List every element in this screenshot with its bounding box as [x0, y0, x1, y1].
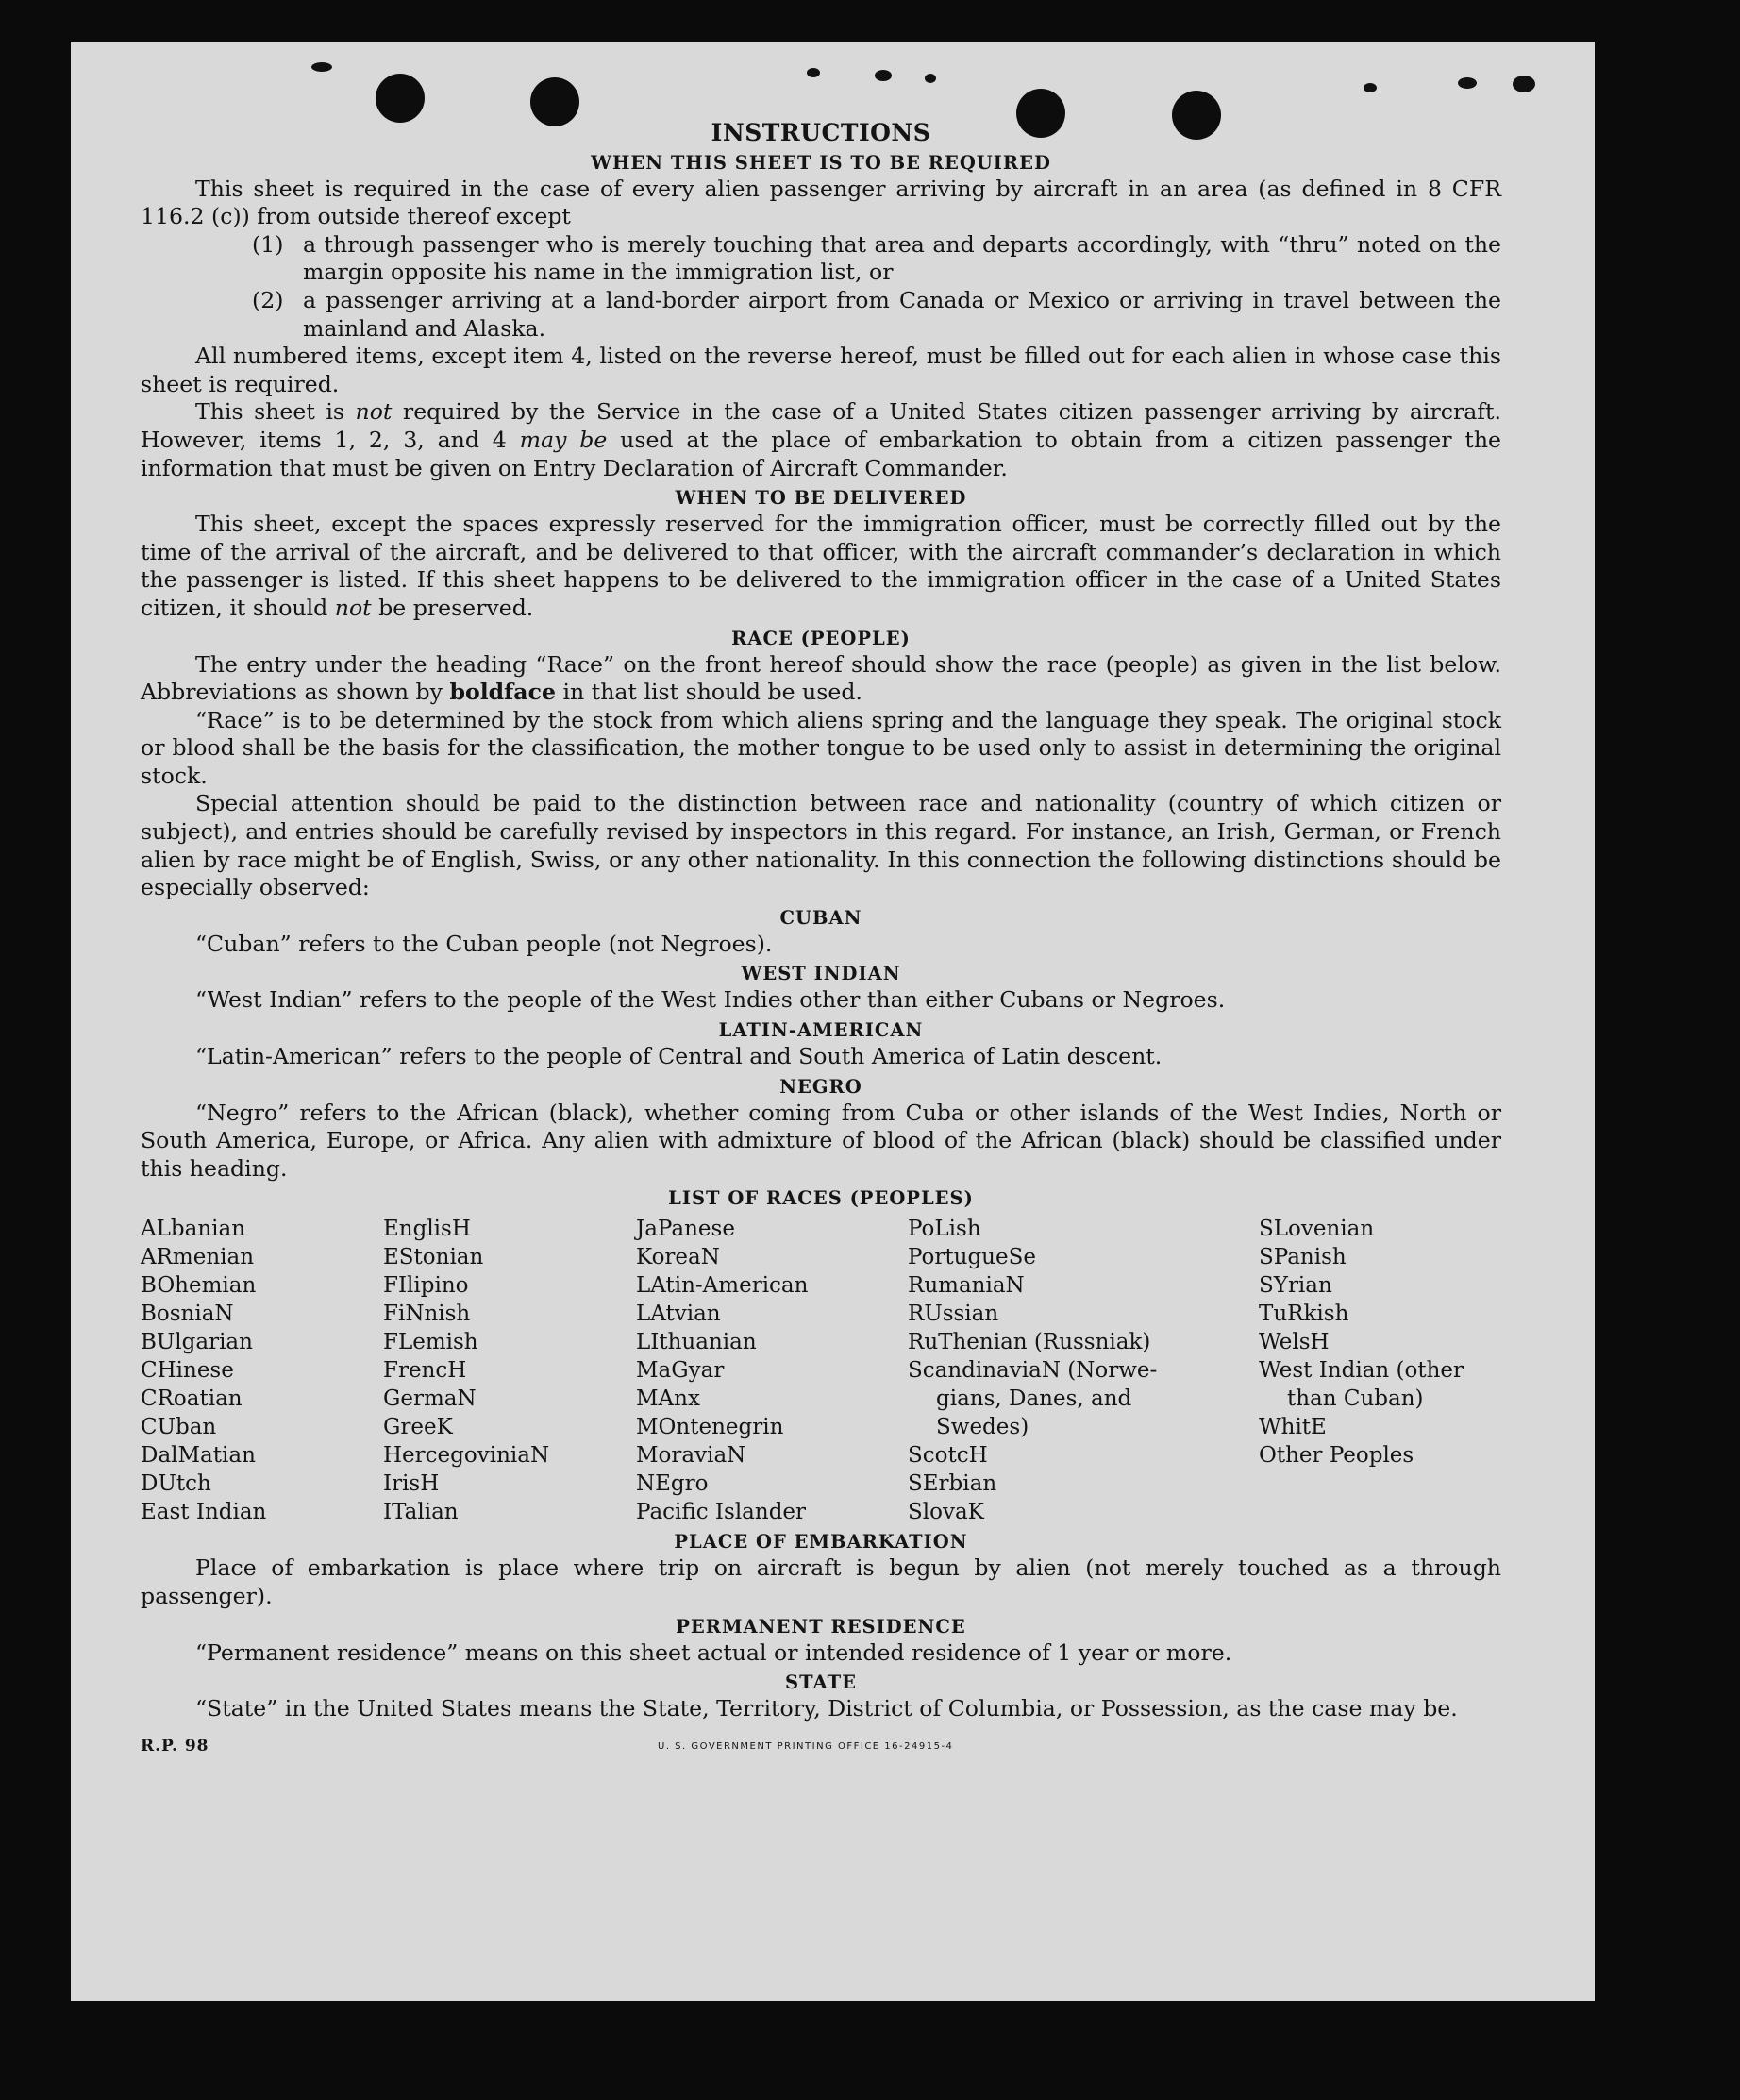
race-entry: PoLish	[908, 1217, 981, 1242]
heading-race: RACE (PEOPLE)	[731, 627, 911, 649]
definition-embarkation: Place of embarkation is place where trip on aircraft is begun by alien (not merely touched as a through passenger).	[141, 1554, 1501, 1609]
race-entry: LAtvian	[636, 1302, 721, 1327]
race-entry: SYrian	[1259, 1273, 1332, 1299]
heading-when-required: WHEN THIS SHEET IS TO BE REQUIRED	[591, 151, 1051, 174]
paragraph-required: This sheet is required in the case of every alien passenger arriving by aircraft in an area (as defined in 8 CFR 116.2 (c)) from outside thereof except	[141, 175, 1501, 230]
race-entry: TuRkish	[1259, 1302, 1349, 1327]
item-text: a through passenger who is merely touching that area and departs accordingly, with “thru” noted on the margin opposite his name in the immigration list, or	[303, 230, 1501, 286]
instructions-content	[141, 119, 1501, 1771]
race-entry: RUssian	[908, 1302, 999, 1327]
race-entry: EnglisH	[383, 1217, 471, 1242]
ink-speck	[1513, 76, 1535, 92]
definition-residence: “Permanent residence” means on this sheet actual or intended residence of 1 year or more.	[195, 1638, 1232, 1666]
race-entry: RumaniaN	[908, 1273, 1025, 1299]
race-column-4	[908, 1215, 1259, 1526]
race-column-1	[141, 1215, 383, 1526]
race-entry: EStonian	[383, 1245, 484, 1270]
race-entry: ScandinaviaN (Norwe-	[908, 1358, 1158, 1384]
item-text: a passenger arriving at a land-border airport from Canada or Mexico or arriving in travel between the mainland and Alaska.	[303, 286, 1501, 342]
race-entry: CHinese	[141, 1358, 234, 1384]
paragraph-race-nationality: Special attention should be paid to the distinction between race and nationality (country of which citizen or subject), and entries should be carefully revised by inspectors in this regard. For instance, an Irish, German, or French alien by race might be of English, Swiss, or any other nationality. In this connection the following distinctions should be especially observed:	[141, 790, 1501, 901]
heading-place-of-embarkation: PLACE OF EMBARKATION	[674, 1531, 968, 1554]
race-entry: IrisH	[383, 1471, 440, 1497]
race-entry: CRoatian	[141, 1386, 243, 1412]
definition-cuban: “Cuban” refers to the Cuban people (not Negroes).	[195, 930, 773, 957]
race-entry: DalMatian	[141, 1443, 256, 1469]
race-entry: BOhemian	[141, 1273, 257, 1299]
race-entry: FLemish	[383, 1330, 478, 1355]
race-entry: GermaN	[383, 1386, 477, 1412]
race-entry: BUlgarian	[141, 1330, 253, 1355]
paragraph-race-determination: “Race” is to be determined by the stock from which aliens spring and the language they speak. The original stock or blood shall be the basis for the classification, the mother tongue to be used only to assist in determining the original stock.	[141, 706, 1501, 789]
race-entry: JaPanese	[636, 1217, 735, 1242]
race-entry: SPanish	[1259, 1245, 1347, 1270]
race-entry: RuThenian (Russniak)	[908, 1330, 1151, 1355]
heading-permanent-residence: PERMANENT RESIDENCE	[676, 1615, 966, 1638]
ink-speck	[1364, 83, 1377, 92]
heading-negro: NEGRO	[779, 1075, 862, 1098]
definition-latin-american: “Latin-American” refers to the people of Central and South America of Latin descent.	[195, 1043, 1163, 1070]
heading-latin-american: LATIN-AMERICAN	[718, 1019, 924, 1042]
race-entry: WelsH	[1259, 1330, 1330, 1355]
race-list	[141, 1215, 1501, 1526]
item-number: (1)	[252, 230, 284, 258]
ink-speck	[1458, 77, 1477, 89]
race-entry: FiNnish	[383, 1302, 471, 1327]
heading-cuban: CUBAN	[779, 906, 862, 929]
ink-speck	[311, 62, 332, 72]
race-column-2	[383, 1215, 636, 1526]
heading-list-of-races: LIST OF RACES (PEOPLES)	[668, 1187, 974, 1210]
race-entry: DUtch	[141, 1471, 211, 1497]
race-entry: SlovaK	[908, 1500, 984, 1525]
race-entry: Swedes)	[936, 1415, 1029, 1440]
paragraph-race-entry: The entry under the heading “Race” on the front hereof should show the race (people) as given in the list below. Abbreviations as shown by boldface in that list should be used.	[141, 650, 1501, 706]
heading-when-delivered: WHEN TO BE DELIVERED	[675, 487, 967, 510]
paragraph-numbered-items: All numbered items, except item 4, listed on the reverse hereof, must be filled out for each alien in whose case this sheet is required.	[141, 343, 1501, 397]
race-entry: East Indian	[141, 1500, 267, 1525]
exception-item-1	[141, 231, 1501, 287]
item-number: (2)	[252, 286, 284, 313]
race-entry: BosniaN	[141, 1302, 234, 1327]
race-entry: GreeK	[383, 1415, 453, 1440]
race-entry: West Indian (other	[1259, 1358, 1464, 1384]
race-entry: gians, Danes, and	[936, 1386, 1132, 1412]
heading-state: STATE	[785, 1672, 857, 1694]
race-entry: ScotcH	[908, 1443, 988, 1469]
race-entry: Other Peoples	[1259, 1443, 1414, 1469]
definition-state: “State” in the United States means the State, Territory, District of Columbia, or Possession, as the case may be.	[195, 1695, 1458, 1722]
race-entry: ALbanian	[141, 1217, 246, 1242]
document-sheet	[71, 42, 1595, 2001]
form-number: R.P. 98	[141, 1736, 209, 1756]
race-entry: PortugueSe	[908, 1245, 1036, 1270]
printer-imprint: U. S. GOVERNMENT PRINTING OFFICE 16-24915-4	[658, 1740, 954, 1752]
exception-item-2	[141, 287, 1501, 343]
ink-speck	[875, 70, 892, 81]
race-entry: FIlipino	[383, 1273, 469, 1299]
race-entry: WhitE	[1259, 1415, 1327, 1440]
heading-west-indian: WEST INDIAN	[741, 963, 901, 985]
punch-hole	[376, 74, 425, 123]
race-entry: Pacific Islander	[636, 1500, 807, 1525]
race-entry: SLovenian	[1259, 1217, 1375, 1242]
race-entry: than Cuban)	[1287, 1386, 1424, 1412]
race-entry: ARmenian	[141, 1245, 255, 1270]
race-column-5	[1259, 1215, 1501, 1526]
race-entry: KoreaN	[636, 1245, 720, 1270]
page-title: INSTRUCTIONS	[711, 119, 931, 146]
race-entry: CUban	[141, 1415, 217, 1440]
definition-negro: “Negro” refers to the African (black), whether coming from Cuba or other islands of the West Indies, North or South America, Europe, or Africa. Any alien with admixture of blood of the African (black) should be classified under this heading.	[141, 1099, 1501, 1182]
definition-west-indian: “West Indian” refers to the people of the West Indies other than either Cubans or Negroes.	[195, 986, 1226, 1014]
race-entry: LAtin-American	[636, 1273, 809, 1299]
race-entry: MaGyar	[636, 1358, 725, 1384]
race-entry: FrencH	[383, 1358, 467, 1384]
ink-speck	[807, 68, 820, 77]
race-entry: MoraviaN	[636, 1443, 746, 1469]
footer	[141, 1733, 1501, 1771]
race-entry: ITalian	[383, 1500, 459, 1525]
race-column-3	[636, 1215, 908, 1526]
paragraph-citizen: This sheet is not required by the Service in the case of a United States citizen passenger arriving by aircraft. However, items 1, 2, 3, and 4 may be used at the place of embarkation to obtain from a citizen passenger the information that must be given on Entry Declaration of Aircraft Commander.	[141, 398, 1502, 481]
race-entry: SErbian	[908, 1471, 997, 1497]
ink-speck	[925, 74, 936, 83]
race-entry: MAnx	[636, 1386, 700, 1412]
race-entry: LIthuanian	[636, 1330, 757, 1355]
race-entry: MOntenegrin	[636, 1415, 784, 1440]
paragraph-delivered: This sheet, except the spaces expressly reserved for the immigration officer, must be correctly filled out by the time of the arrival of the aircraft, and be delivered to that officer, with the aircraft commander’s declaration in which the passenger is listed. If this sheet happens to be delivered to the immigration officer in the case of a United States citizen, it should not be preserved.	[141, 511, 1501, 621]
race-entry: NEgro	[636, 1471, 709, 1497]
race-entry: HercegoviniaN	[383, 1443, 550, 1469]
